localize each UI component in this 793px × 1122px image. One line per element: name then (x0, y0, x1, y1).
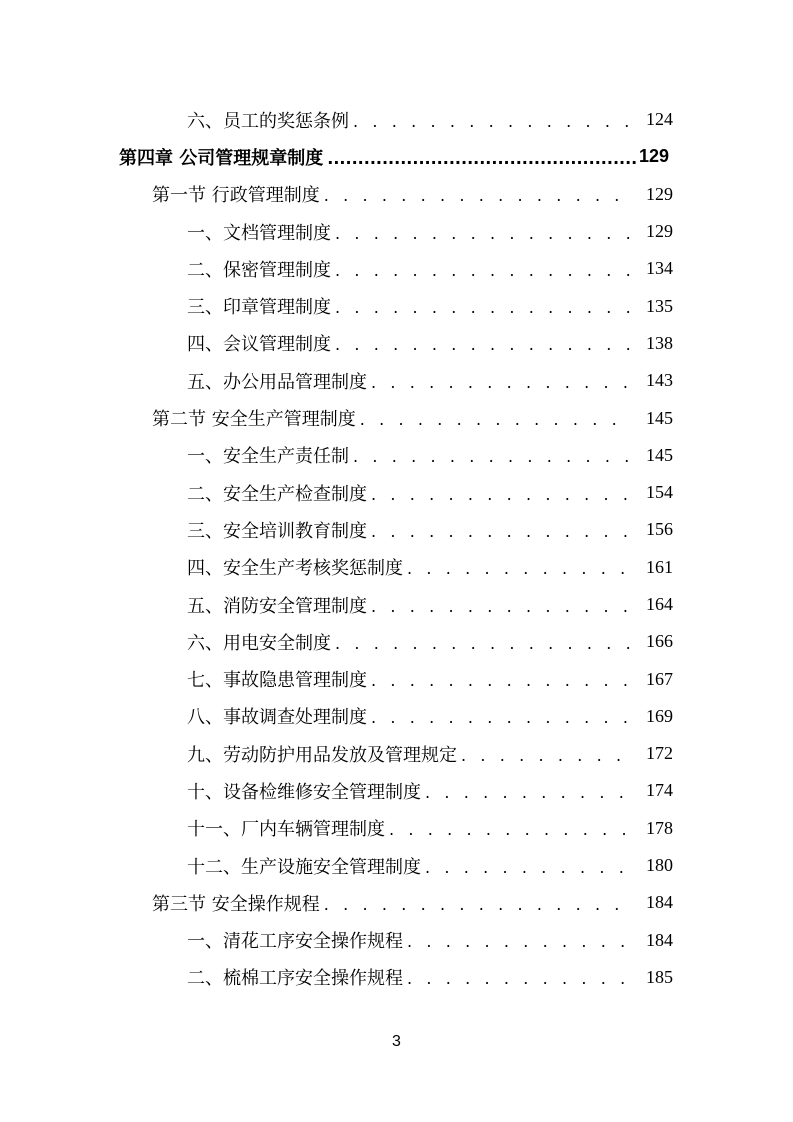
toc-entry-page-number: 164 (646, 594, 673, 614)
toc-entry-title: 六、员工的奖惩条例 (187, 110, 349, 132)
toc-entry-page-number: 154 (646, 482, 673, 503)
toc-entry-title: 第一节 行政管理制度 (152, 185, 320, 207)
toc-entry-page-number: 184 (646, 892, 673, 913)
toc-entry-title: 第二节 安全生产管理制度 (152, 409, 356, 431)
toc-entry-page-number: 161 (646, 556, 673, 577)
dot-leader (371, 595, 631, 615)
dot-leader (371, 520, 631, 540)
toc-entry-item[interactable] (0, 437, 793, 474)
toc-entry-item[interactable] (0, 362, 793, 399)
toc-entry-item[interactable] (0, 922, 793, 959)
toc-entry-title: 六、用电安全制度 (187, 632, 331, 654)
toc-entry-title: 十、设备检维修安全管理制度 (187, 781, 421, 803)
dot-leader (407, 967, 631, 987)
toc-entry-item[interactable] (0, 287, 793, 324)
toc-entry-item[interactable] (0, 325, 793, 362)
toc-entry-chapter[interactable] (0, 138, 793, 175)
toc-entry-title: 四、安全生产考核奖惩制度 (187, 558, 403, 580)
toc-entry-item[interactable] (0, 250, 793, 287)
toc-entry-section[interactable] (0, 176, 793, 213)
toc-entry-item[interactable] (0, 735, 793, 772)
toc-entry-item[interactable] (0, 660, 793, 697)
toc-entry-page-number: 129 (638, 146, 669, 167)
dot-leader (335, 296, 631, 316)
toc-entry-page-number: 135 (646, 295, 673, 316)
toc-entry-section[interactable] (0, 399, 793, 436)
toc-entry-title: 八、事故调查处理制度 (187, 707, 367, 729)
toc-entry-title: 九、劳动防护用品发放及管理规定 (187, 744, 457, 766)
toc-entry-section[interactable] (0, 884, 793, 921)
dot-leader (335, 632, 631, 652)
dot-leader (389, 818, 631, 838)
toc-entry-title: 五、办公用品管理制度 (187, 371, 367, 393)
toc-entry-page-number: 124 (646, 109, 673, 130)
dot-leader (461, 744, 631, 764)
dot-leader (335, 259, 631, 279)
toc-entry-item[interactable] (0, 959, 793, 996)
toc-entry-item[interactable] (0, 623, 793, 660)
dot-leader (353, 445, 631, 465)
toc-entry-title: 二、保密管理制度 (187, 259, 331, 281)
dot-leader (371, 483, 631, 503)
toc-entry-title: 一、文档管理制度 (187, 222, 331, 244)
toc-entry-title: 一、清花工序安全操作规程 (187, 931, 403, 953)
toc-entry-title: 一、安全生产责任制 (187, 446, 349, 468)
dot-leader (327, 147, 637, 167)
dot-leader (360, 408, 631, 428)
dot-leader (425, 781, 631, 801)
toc-entry-page-number: 174 (646, 780, 673, 801)
toc-entry-page-number: 145 (646, 444, 673, 465)
toc-entry-title: 三、印章管理制度 (187, 297, 331, 319)
toc-entry-page-number: 156 (646, 519, 673, 540)
toc-entry-page-number: 169 (646, 705, 673, 726)
toc-entry-item[interactable] (0, 474, 793, 511)
toc-entry-page-number: 178 (646, 817, 673, 838)
toc-entry-page-number: 145 (646, 407, 673, 428)
toc-entry-page-number: 143 (646, 370, 673, 391)
table-of-contents (0, 101, 793, 996)
dot-leader (324, 893, 631, 913)
dot-leader (407, 557, 631, 577)
toc-entry-page-number: 134 (646, 258, 673, 279)
page-number: 3 (392, 1033, 401, 1050)
dot-leader (371, 669, 631, 689)
toc-entry-title: 四、会议管理制度 (187, 334, 331, 356)
toc-entry-item[interactable] (0, 213, 793, 250)
dot-leader (371, 371, 631, 391)
toc-entry-item[interactable] (0, 810, 793, 847)
toc-entry-page-number: 172 (646, 743, 673, 764)
toc-entry-title: 第三节 安全操作规程 (152, 893, 320, 915)
toc-entry-page-number: 138 (646, 332, 673, 353)
dot-leader (371, 706, 631, 726)
dot-leader (425, 856, 631, 876)
toc-entry-item[interactable] (0, 511, 793, 548)
toc-entry-page-number: 180 (646, 855, 673, 876)
toc-entry-title: 七、事故隐患管理制度 (187, 670, 367, 692)
toc-entry-item[interactable] (0, 549, 793, 586)
toc-entry-page-number: 166 (646, 631, 673, 652)
dot-leader (335, 333, 631, 353)
toc-entry-title: 十二、生产设施安全管理制度 (187, 856, 421, 878)
dot-leader (335, 222, 631, 242)
toc-entry-page-number: 167 (646, 668, 673, 689)
dot-leader (324, 184, 631, 204)
toc-entry-title: 第四章 公司管理规章制度 (119, 147, 324, 169)
toc-entry-item[interactable] (0, 772, 793, 809)
toc-entry-title: 二、安全生产检查制度 (187, 483, 367, 505)
toc-entry-page-number: 129 (646, 183, 673, 204)
toc-entry-item[interactable] (0, 586, 793, 623)
dot-leader (407, 930, 631, 950)
toc-entry-page-number: 185 (646, 966, 673, 987)
toc-entry-item[interactable] (0, 101, 793, 138)
dot-leader (353, 110, 631, 130)
toc-entry-page-number: 129 (646, 221, 673, 242)
toc-entry-title: 十一、厂内车辆管理制度 (187, 819, 385, 841)
toc-entry-title: 三、安全培训教育制度 (187, 520, 367, 542)
toc-entry-page-number: 184 (646, 929, 673, 950)
toc-entry-title: 二、梳棉工序安全操作规程 (187, 968, 403, 990)
toc-entry-item[interactable] (0, 847, 793, 884)
toc-entry-item[interactable] (0, 698, 793, 735)
toc-entry-title: 五、消防安全管理制度 (187, 595, 367, 617)
